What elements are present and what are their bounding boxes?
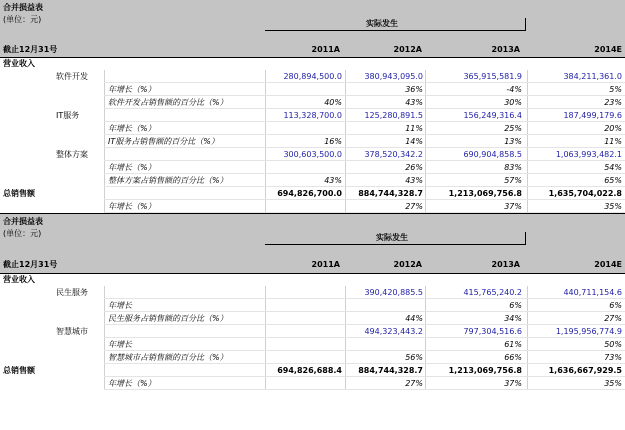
value-cell-2014E: 11% xyxy=(604,137,622,146)
row-label: 总销售额 xyxy=(3,189,35,198)
metric-row xyxy=(0,200,625,213)
year-2011: 2011A xyxy=(311,260,340,269)
value-cell-2012A: 56% xyxy=(405,353,423,362)
value-cell-2012A: 884,744,328.7 xyxy=(358,366,423,375)
income-statement-table-1 xyxy=(0,0,625,213)
value-cell-2011A: 113,328,700.0 xyxy=(283,111,342,120)
year-2012: 2012A xyxy=(393,260,422,269)
value-cell-2014E: 1,636,667,929.5 xyxy=(548,366,622,375)
value-cell-2011A: 300,603,500.0 xyxy=(283,150,342,159)
header-separator xyxy=(525,232,526,245)
value-cell-2014E: 54% xyxy=(604,163,622,172)
metric-row xyxy=(0,161,625,174)
metric-row xyxy=(0,377,625,390)
table-header xyxy=(0,214,625,274)
actual-label: 实际发生 xyxy=(366,19,398,28)
unit-label: (单位：元) xyxy=(3,15,42,24)
value-cell-2014E: 73% xyxy=(604,353,622,362)
value-cell-2012A: 380,943,095.0 xyxy=(364,72,423,81)
value-cell-2011A: 280,894,500.0 xyxy=(283,72,342,81)
value-cell-2013A: 797,304,516.6 xyxy=(463,327,522,336)
header-underline xyxy=(265,244,525,245)
section-label: 营业收入 xyxy=(3,59,35,68)
year-2014: 2014E xyxy=(594,260,622,269)
value-cell-2013A: 1,213,069,756.8 xyxy=(448,366,522,375)
value-cell-2014E: 27% xyxy=(604,314,622,323)
table-body xyxy=(0,286,625,390)
row-label: 整体方案占销售额的百分比（%） xyxy=(108,176,228,185)
metric-row xyxy=(0,338,625,351)
revenue-row xyxy=(0,286,625,299)
value-cell-2014E: 35% xyxy=(604,202,622,211)
section-row xyxy=(0,274,625,286)
value-cell-2014E: 440,711,154.6 xyxy=(563,288,622,297)
year-2013: 2013A xyxy=(491,260,520,269)
total-row xyxy=(0,364,625,377)
table-header xyxy=(0,0,625,58)
value-cell-2011A: 43% xyxy=(324,176,342,185)
year-2012: 2012A xyxy=(393,45,422,54)
value-cell-2013A: 30% xyxy=(504,98,522,107)
section-row xyxy=(0,58,625,70)
period-label: 截止12月31号 xyxy=(3,45,58,54)
value-cell-2014E: 35% xyxy=(604,379,622,388)
total-row xyxy=(0,187,625,200)
row-label: 智慧城市占销售额的百分比（%） xyxy=(108,353,228,362)
year-2013: 2013A xyxy=(491,45,520,54)
value-cell-2014E: 1,195,956,774.9 xyxy=(555,327,622,336)
value-cell-2012A: 44% xyxy=(405,314,423,323)
value-cell-2013A: 61% xyxy=(504,340,522,349)
row-label: 年增长（%） xyxy=(108,379,156,388)
value-cell-2012A: 27% xyxy=(405,379,423,388)
revenue-row xyxy=(0,325,625,338)
row-label: IT服务 xyxy=(56,111,80,120)
value-cell-2011A: 40% xyxy=(324,98,342,107)
table-body xyxy=(0,70,625,213)
value-cell-2014E: 5% xyxy=(609,85,622,94)
period-label: 截止12月31号 xyxy=(3,260,58,269)
value-cell-2012A: 884,744,328.7 xyxy=(358,189,423,198)
year-2011: 2011A xyxy=(311,45,340,54)
header-underline xyxy=(265,30,525,31)
metric-row xyxy=(0,351,625,364)
metric-row xyxy=(0,312,625,325)
row-label: 智慧城市 xyxy=(56,327,88,336)
header-separator xyxy=(525,18,526,31)
table-title: 合并损益表 xyxy=(3,3,43,12)
row-label: 年增长（%） xyxy=(108,124,156,133)
value-cell-2012A: 125,280,891.5 xyxy=(364,111,423,120)
value-cell-2013A: 57% xyxy=(504,176,522,185)
value-cell-2013A: 25% xyxy=(504,124,522,133)
value-cell-2013A: 34% xyxy=(504,314,522,323)
value-cell-2013A: 1,213,069,756.8 xyxy=(448,189,522,198)
metric-row xyxy=(0,174,625,187)
value-cell-2013A: 37% xyxy=(504,202,522,211)
value-cell-2012A: 378,520,342.2 xyxy=(364,150,423,159)
row-label: 总销售额 xyxy=(3,366,35,375)
year-header-row xyxy=(0,44,625,56)
value-cell-2012A: 27% xyxy=(405,202,423,211)
value-cell-2011A: 694,826,688.4 xyxy=(277,366,342,375)
revenue-row xyxy=(0,109,625,122)
value-cell-2013A: 13% xyxy=(504,137,522,146)
value-cell-2013A: 156,249,316.4 xyxy=(463,111,522,120)
year-header-row xyxy=(0,259,625,271)
row-label: 年增长（%） xyxy=(108,163,156,172)
actual-label: 实际发生 xyxy=(376,233,408,242)
value-cell-2013A: 690,904,858.5 xyxy=(463,150,522,159)
value-cell-2014E: 50% xyxy=(604,340,622,349)
value-cell-2014E: 65% xyxy=(604,176,622,185)
row-label: 年增长（%） xyxy=(108,85,156,94)
revenue-row xyxy=(0,70,625,83)
row-label: 软件开发占销售额的百分比（%） xyxy=(108,98,228,107)
value-cell-2012A: 11% xyxy=(405,124,423,133)
metric-row xyxy=(0,299,625,312)
metric-row xyxy=(0,135,625,148)
value-cell-2014E: 23% xyxy=(604,98,622,107)
value-cell-2014E: 1,063,993,482.1 xyxy=(555,150,622,159)
row-label: 年增长 xyxy=(108,301,132,310)
table-title: 合并损益表 xyxy=(3,217,43,226)
value-cell-2011A: 16% xyxy=(324,137,342,146)
row-label: 民生服务 xyxy=(56,288,88,297)
section-label: 营业收入 xyxy=(3,275,35,284)
metric-row xyxy=(0,122,625,135)
value-cell-2012A: 390,420,885.5 xyxy=(364,288,423,297)
value-cell-2013A: 83% xyxy=(504,163,522,172)
value-cell-2012A: 494,323,443.2 xyxy=(364,327,423,336)
unit-label: (单位：元) xyxy=(3,229,42,238)
value-cell-2013A: 66% xyxy=(504,353,522,362)
value-cell-2014E: 20% xyxy=(604,124,622,133)
row-label: IT服务占销售额的百分比（%） xyxy=(108,137,219,146)
value-cell-2011A: 694,826,700.0 xyxy=(277,189,342,198)
value-cell-2013A: -4% xyxy=(506,85,522,94)
value-cell-2014E: 384,211,361.0 xyxy=(563,72,622,81)
value-cell-2013A: 6% xyxy=(509,301,522,310)
metric-row xyxy=(0,83,625,96)
value-cell-2014E: 187,499,179.6 xyxy=(563,111,622,120)
value-cell-2012A: 43% xyxy=(405,176,423,185)
metric-row xyxy=(0,96,625,109)
value-cell-2012A: 14% xyxy=(405,137,423,146)
income-statement-table-2 xyxy=(0,213,625,390)
value-cell-2013A: 37% xyxy=(504,379,522,388)
value-cell-2013A: 365,915,581.9 xyxy=(463,72,522,81)
value-cell-2012A: 43% xyxy=(405,98,423,107)
value-cell-2014E: 1,635,704,022.8 xyxy=(548,189,622,198)
value-cell-2012A: 36% xyxy=(405,85,423,94)
revenue-row xyxy=(0,148,625,161)
row-label: 软件开发 xyxy=(56,72,88,81)
value-cell-2012A: 26% xyxy=(405,163,423,172)
row-label: 整体方案 xyxy=(56,150,88,159)
row-label: 民生服务占销售额的百分比（%） xyxy=(108,314,228,323)
year-2014: 2014E xyxy=(594,45,622,54)
value-cell-2014E: 6% xyxy=(609,301,622,310)
row-label: 年增长 xyxy=(108,340,132,349)
value-cell-2013A: 415,765,240.2 xyxy=(463,288,522,297)
row-label: 年增长（%） xyxy=(108,202,156,211)
